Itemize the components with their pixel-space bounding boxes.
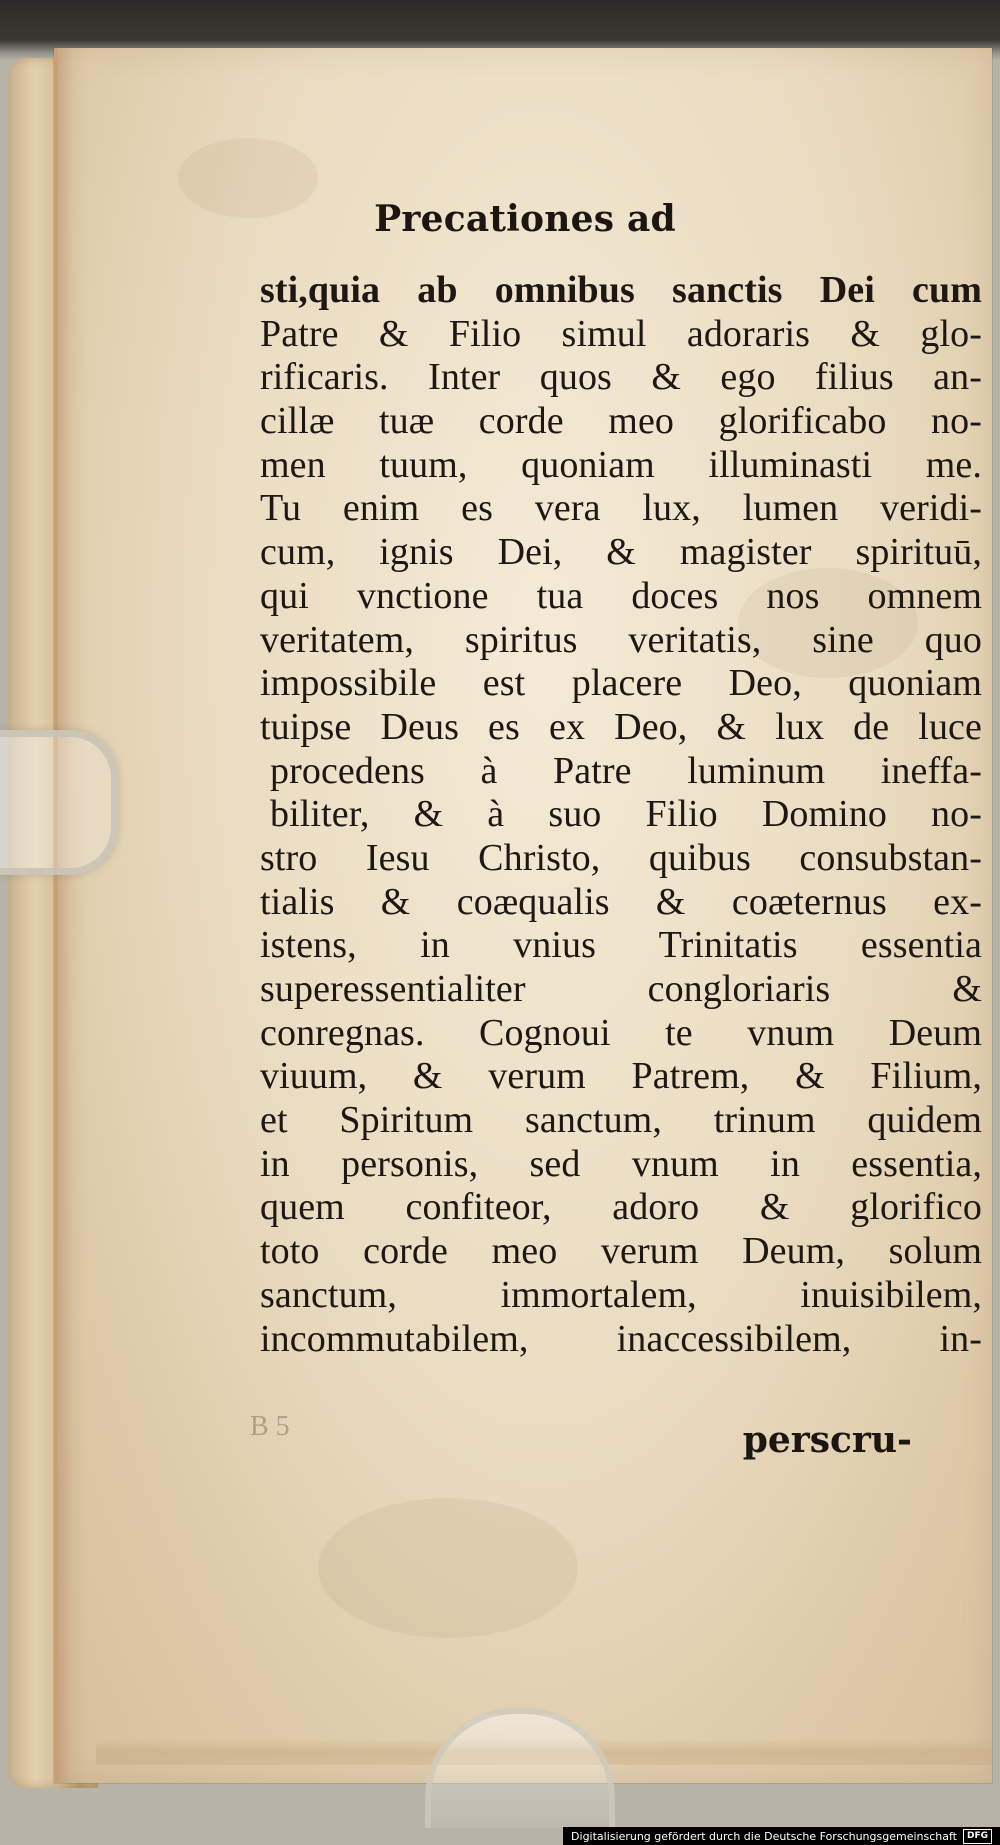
text-line: quem confiteor, adoro & glorifico — [260, 1186, 982, 1229]
signature-mark: B 5 — [250, 1411, 290, 1442]
text-line: men tuum, quoniam illuminasti me. — [260, 443, 982, 486]
text-line: cillæ tuæ corde meo glorificabo no- — [260, 400, 982, 443]
page-clip — [0, 730, 118, 875]
text-line: in personis, sed vnum in essentia, — [260, 1142, 982, 1185]
credit-text: Digitalisierung gefördert durch die Deutsche Forschungsgemeinschaft — [571, 1829, 957, 1843]
dfg-logo: DFG — [963, 1829, 992, 1844]
text-line: tialis & coæqualis & coæternus ex- — [260, 880, 982, 923]
text-line: Patre & Filio simul adoraris & glo- — [260, 312, 982, 355]
digitization-credit — [563, 1827, 1000, 1845]
text-line: et Spiritum sanctum, trinum quidem — [260, 1099, 982, 1142]
text-line: toto corde meo verum Deum, solum — [260, 1230, 982, 1273]
text-line: veritatem, spiritus veritatis, sine quo — [260, 618, 982, 661]
text-line: viuum, & verum Patrem, & Filium, — [260, 1055, 982, 1098]
text-line: sti,quia ab omnibus sanctis Dei cum — [260, 269, 982, 311]
book-page — [54, 48, 992, 1783]
text-line: cum, ignis Dei, & magister spirituū, — [260, 531, 982, 574]
text-line: istens, in vnius Trinitatis essentia — [260, 924, 982, 967]
text-line: stro Iesu Christo, quibus consubstan- — [260, 836, 982, 879]
catchword: perscru- — [742, 1419, 912, 1461]
text-line: qui vnctione tua doces nos omnem — [260, 574, 982, 617]
text-line: Tu enim es vera lux, lumen veridi- — [260, 487, 982, 530]
running-head: Precationes ad — [374, 198, 676, 240]
text-line: conregnas. Cognoui te vnum Deum — [260, 1011, 982, 1054]
text-line: incommutabilem, inaccessibilem, in- — [260, 1317, 982, 1360]
text-line: tuipse Deus es ex Deo, & lux de luce — [260, 705, 982, 748]
text-line: biliter, & à suo Filio Domino no- — [270, 793, 982, 836]
text-line: procedens à Patre luminum ineffa- — [270, 749, 982, 792]
text-line: impossibile est placere Deo, quoniam — [260, 662, 982, 705]
text-line: superessentialiter congloriaris & — [260, 968, 982, 1010]
text-line: sanctum, immortalem, inuisibilem, — [260, 1273, 982, 1316]
body-text — [260, 269, 982, 1361]
paper-stain — [318, 1498, 578, 1638]
text-line: rificaris. Inter quos & ego filius an- — [260, 356, 982, 399]
